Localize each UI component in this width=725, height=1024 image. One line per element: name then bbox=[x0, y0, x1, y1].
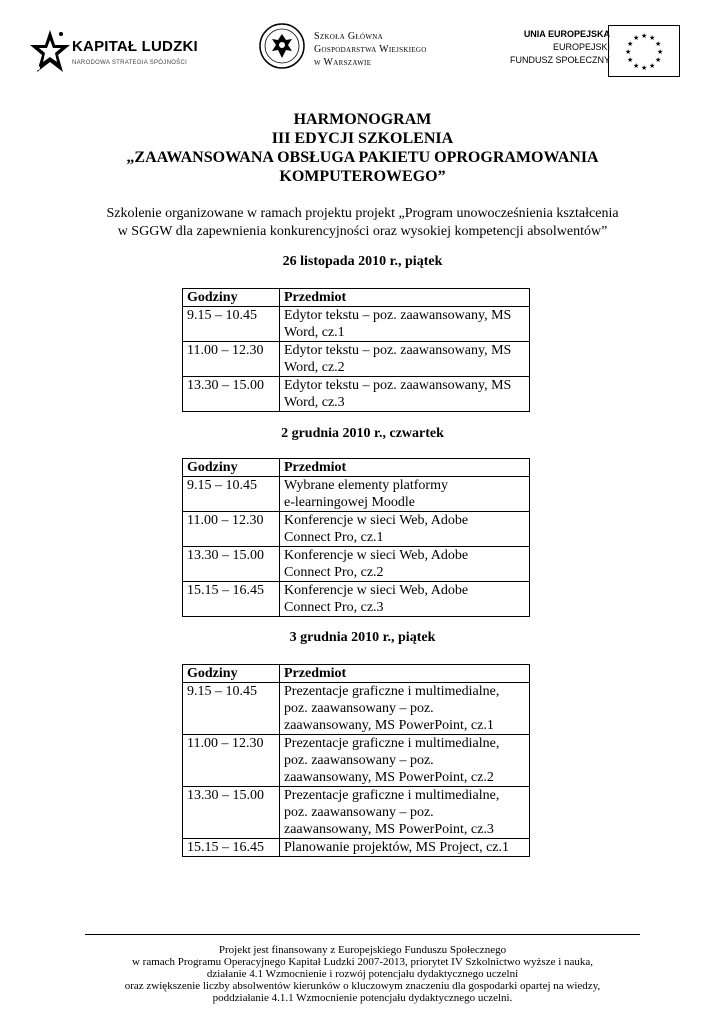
subject-line: Konferencje w sieci Web, Adobe bbox=[284, 513, 469, 528]
subject-line: Edytor tekstu – poz. zaawansowany, MS bbox=[284, 343, 512, 358]
footer-line1: Projekt jest finansowany z Europejskiego Funduszu Społecznego bbox=[218, 944, 507, 956]
subject-line: poz. zaawansowany – poz. bbox=[284, 701, 434, 716]
footer-line3: działanie 4.1 Wzmocnienie i rozwój potencjału dydaktycznego uczelni bbox=[206, 968, 519, 980]
day-3-table bbox=[182, 664, 530, 857]
day-2-table bbox=[182, 458, 530, 617]
subject-cell bbox=[280, 683, 530, 735]
table-row bbox=[183, 307, 530, 342]
col-subject-header: Przedmiot bbox=[280, 289, 530, 307]
table-row bbox=[183, 787, 530, 839]
subject-line: Word, cz.1 bbox=[284, 325, 345, 340]
subject-cell bbox=[280, 512, 530, 547]
subject-cell bbox=[280, 839, 530, 857]
hours-cell: 11.00 – 12.30 bbox=[183, 735, 280, 787]
sggw-seal-icon bbox=[258, 22, 306, 70]
table-row bbox=[183, 512, 530, 547]
svg-text:★: ★ bbox=[625, 48, 632, 56]
hours-cell: 15.15 – 16.45 bbox=[183, 582, 280, 617]
table-row bbox=[183, 735, 530, 787]
subject-line: zaawansowany, MS PowerPoint, cz.1 bbox=[284, 718, 494, 733]
sggw-line3: w Warszawie bbox=[314, 57, 372, 68]
doc-title-line4: KOMPUTEROWEGO” bbox=[279, 168, 446, 185]
subject-cell bbox=[280, 307, 530, 342]
subject-cell bbox=[280, 582, 530, 617]
footer-line2: w ramach Programu Operacyjnego Kapitał Ludzki 2007-2013, priorytet IV Szkolnictwo wyższe i nauka, bbox=[131, 956, 594, 968]
day-3-date: 3 grudnia 2010 r., piątek bbox=[289, 630, 436, 645]
svg-text:★: ★ bbox=[627, 56, 634, 64]
sggw-logo bbox=[258, 22, 458, 74]
ue-line2: EUROPEJSKI bbox=[552, 42, 610, 52]
subject-cell bbox=[280, 735, 530, 787]
hours-cell: 9.15 – 10.45 bbox=[183, 683, 280, 735]
subject-line: Connect Pro, cz.3 bbox=[284, 600, 384, 615]
kapital-ludzki-title: KAPITAŁ LUDZKI bbox=[72, 38, 198, 55]
ue-text bbox=[500, 28, 610, 72]
doc-title-line2: III EDYCJI SZKOLENIA bbox=[271, 130, 454, 147]
table-header-row bbox=[183, 459, 530, 477]
svg-text:★: ★ bbox=[641, 64, 648, 72]
subject-line: Prezentacje graficzne i multimedialne, bbox=[284, 684, 500, 699]
footer-line5: poddziałanie 4.1.1 Wzmocnienie potencjału dydaktycznego uczelni. bbox=[212, 992, 513, 1004]
eu-flag-icon bbox=[608, 25, 680, 77]
intro-line1: Szkolenie organizowane w ramach projektu projekt „Program unowocześnienia kształcenia bbox=[106, 206, 619, 221]
kapital-ludzki-logo bbox=[30, 28, 205, 78]
subject-line: Planowanie projektów, MS Project, cz.1 bbox=[284, 840, 509, 855]
subject-line: Prezentacje graficzne i multimedialne, bbox=[284, 788, 500, 803]
subject-line: Word, cz.2 bbox=[284, 360, 345, 375]
col-hours-header: Godziny bbox=[183, 665, 280, 683]
subject-cell bbox=[280, 547, 530, 582]
kapital-ludzki-subtitle: NARODOWA STRATEGIA SPÓJNOŚCI bbox=[72, 60, 188, 66]
footer-text bbox=[0, 944, 725, 1004]
subject-line: e-learningowej Moodle bbox=[284, 495, 416, 510]
subject-line: Konferencje w sieci Web, Adobe bbox=[284, 548, 469, 563]
subject-line: Connect Pro, cz.2 bbox=[284, 565, 384, 580]
svg-text:★: ★ bbox=[655, 40, 662, 48]
hours-cell: 11.00 – 12.30 bbox=[183, 342, 280, 377]
svg-text:★: ★ bbox=[657, 48, 664, 56]
doc-title-line1: HARMONOGRAM bbox=[293, 111, 432, 128]
subject-line: poz. zaawansowany – poz. bbox=[284, 753, 434, 768]
table-header-row bbox=[183, 665, 530, 683]
subject-line: Edytor tekstu – poz. zaawansowany, MS bbox=[284, 378, 512, 393]
table-row bbox=[183, 683, 530, 735]
col-hours-header: Godziny bbox=[183, 289, 280, 307]
hours-cell: 9.15 – 10.45 bbox=[183, 307, 280, 342]
table-row bbox=[183, 839, 530, 857]
subject-cell bbox=[280, 477, 530, 512]
svg-text:★: ★ bbox=[633, 34, 640, 42]
svg-text:★: ★ bbox=[649, 34, 656, 42]
subject-line: zaawansowany, MS PowerPoint, cz.3 bbox=[284, 822, 494, 837]
svg-text:★: ★ bbox=[655, 56, 662, 64]
subject-line: Word, cz.3 bbox=[284, 395, 345, 410]
subject-line: poz. zaawansowany – poz. bbox=[284, 805, 434, 820]
table-row bbox=[183, 477, 530, 512]
col-hours-header: Godziny bbox=[183, 459, 280, 477]
day-1-date: 26 listopada 2010 r., piątek bbox=[282, 254, 443, 269]
subject-line: Prezentacje graficzne i multimedialne, bbox=[284, 736, 500, 751]
day-2-date: 2 grudnia 2010 r., czwartek bbox=[281, 426, 444, 441]
hours-cell: 11.00 – 12.30 bbox=[183, 512, 280, 547]
col-subject-header: Przedmiot bbox=[280, 459, 530, 477]
table-row bbox=[183, 377, 530, 412]
subject-line: Wybrane elementy platformy bbox=[284, 478, 448, 493]
subject-cell bbox=[280, 787, 530, 839]
subject-cell bbox=[280, 377, 530, 412]
svg-text:★: ★ bbox=[627, 40, 634, 48]
svg-text:★: ★ bbox=[633, 62, 640, 70]
hours-cell: 9.15 – 10.45 bbox=[183, 477, 280, 512]
ue-line3: FUNDUSZ SPOŁECZNY bbox=[509, 55, 610, 65]
table-row bbox=[183, 547, 530, 582]
intro-line2: w SGGW dla zapewnienia konkurencyjności oraz wysokiej kompetencji absolwentów” bbox=[117, 224, 608, 239]
table-header-row bbox=[183, 289, 530, 307]
subject-line: Edytor tekstu – poz. zaawansowany, MS bbox=[284, 308, 512, 323]
hours-cell: 13.30 – 15.00 bbox=[183, 787, 280, 839]
footer-divider bbox=[85, 934, 640, 935]
col-subject-header: Przedmiot bbox=[280, 665, 530, 683]
sggw-name bbox=[314, 30, 427, 69]
intro-text bbox=[0, 205, 725, 241]
kapital-ludzki-star-icon bbox=[30, 28, 70, 76]
hours-cell: 13.30 – 15.00 bbox=[183, 377, 280, 412]
footer-line4: oraz zwiększenie liczby absolwentów kierunków o kluczowym znaczeniu dla gospodarki opartej na wiedzy, bbox=[124, 980, 601, 992]
hours-cell: 13.30 – 15.00 bbox=[183, 547, 280, 582]
hours-cell: 15.15 – 16.45 bbox=[183, 839, 280, 857]
subject-line: Connect Pro, cz.1 bbox=[284, 530, 384, 545]
doc-title-line3: „ZAAWANSOWANA OBSŁUGA PAKIETU OPROGRAMOWANIA bbox=[126, 149, 599, 166]
svg-text:★: ★ bbox=[649, 62, 656, 70]
sggw-line1: Szkoła Główna bbox=[314, 31, 383, 42]
table-row bbox=[183, 582, 530, 617]
subject-line: Konferencje w sieci Web, Adobe bbox=[284, 583, 469, 598]
ue-line1: UNIA EUROPEJSKA bbox=[523, 29, 610, 39]
subject-line: zaawansowany, MS PowerPoint, cz.2 bbox=[284, 770, 494, 785]
svg-text:★: ★ bbox=[641, 32, 648, 40]
table-row bbox=[183, 342, 530, 377]
sggw-line2: Gospodarstwa Wiejskiego bbox=[314, 44, 427, 55]
subject-cell bbox=[280, 342, 530, 377]
day-1-table bbox=[182, 288, 530, 412]
